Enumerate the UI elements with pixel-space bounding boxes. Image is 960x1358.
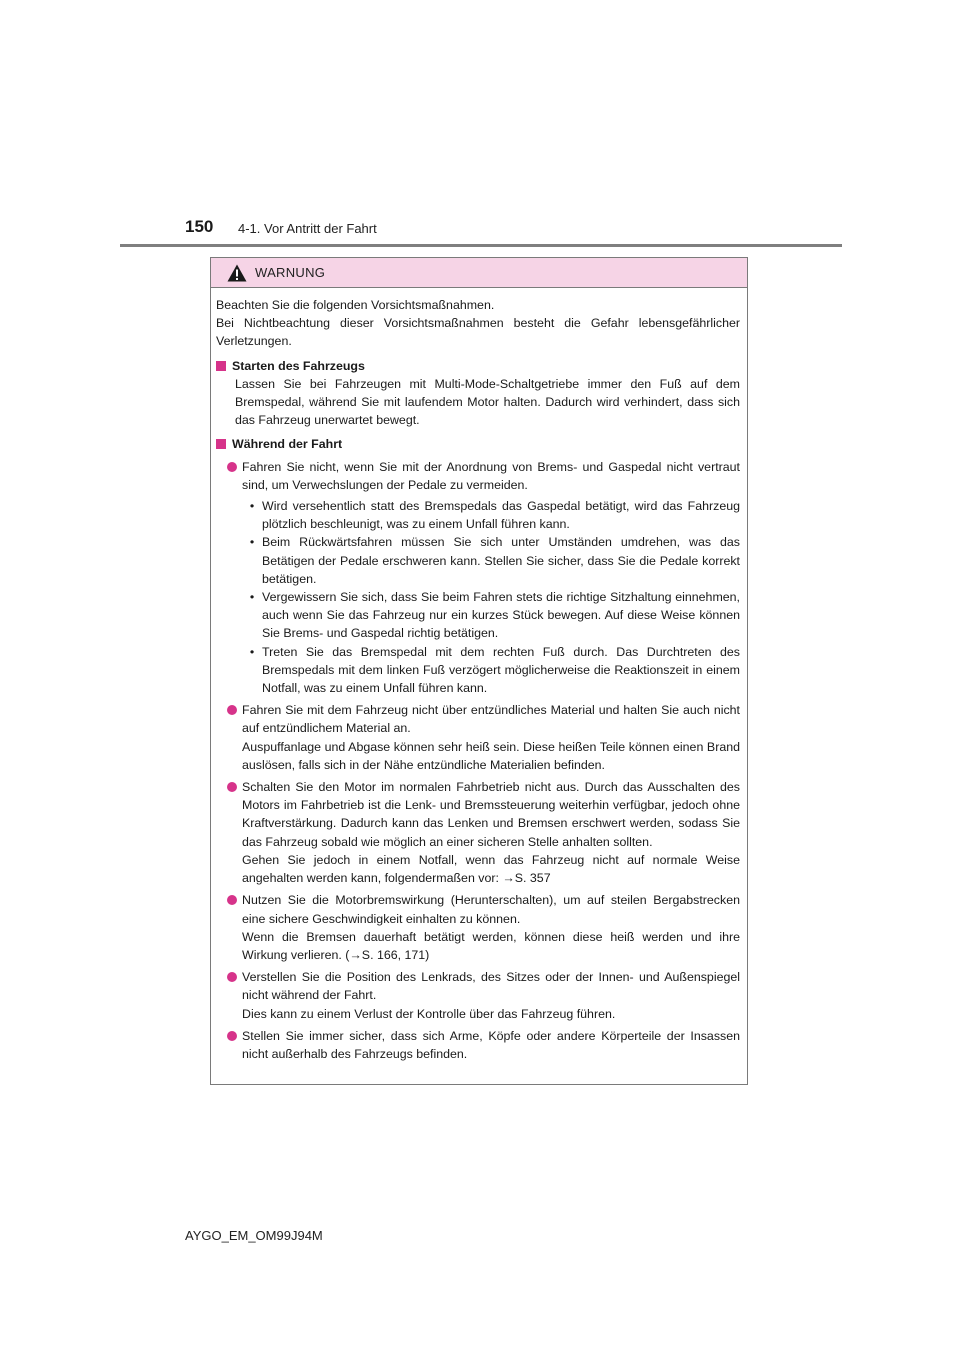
list-item xyxy=(216,1027,740,1063)
bullet-text: Fahren Sie mit dem Fahrzeug nicht über entzündliches Material und halten Sie auch nicht auf entzündlichem Material an. xyxy=(242,703,740,736)
intro-line: Bei Nichtbeachtung dieser Vorsichtsmaßnahmen besteht die Gefahr lebensgefährlicher Verletzungen. xyxy=(216,316,740,349)
sub-list-item: • Beim Rückwärtsfahren müssen Sie sich unter Umständen umdrehen, was das Betätigen der Pedale erschweren kann. Stellen Sie sicher, dass Sie die Pedale korrekt betätigen. xyxy=(249,535,740,586)
bullet-text: Stellen Sie immer sicher, dass sich Arme, Köpfe oder andere Körperteile der Insassen nicht außerhalb des Fahrzeugs befinden. xyxy=(242,1028,740,1061)
bullet-text: Verstellen Sie die Position des Lenkrads, des Sitzes oder der Innen- und Außenspiegel nicht während der Fahrt. xyxy=(242,970,740,1003)
section-heading: Starten des Fahrzeugs xyxy=(216,357,740,375)
intro-line: Beachten Sie die folgenden Vorsichtsmaßnahmen. xyxy=(216,298,495,312)
list-item xyxy=(216,778,740,887)
bullet-text: Gehen Sie jedoch in einem Notfall, wenn das Fahrzeug nicht auf normale Weise angehalten werden kann, folgendermaßen vor: →S. 357 xyxy=(242,852,740,886)
bullet-text: Schalten Sie den Motor im normalen Fahrbetrieb nicht aus. Durch das Ausschalten des Motors im Fahrbetrieb ist die Lenk- und Bremssteuerung weiterhin verfügbar, jedoch ohne Kraftverstärkung. Dadurch kann das Lenken und Bremsen erschwert werden, sodass Sie das Fahrzeug sobald wie möglich an einer sicheren Stelle anhalten sollten. xyxy=(242,780,740,849)
sub-list-item: • Wird versehentlich statt des Bremspedals das Gaspedal betätigt, wird das Fahrzeug plötzlich beschleunigt, was zu einem Unfall führen kann. xyxy=(249,499,740,532)
circle-bullet-icon xyxy=(227,895,237,905)
list-item xyxy=(216,458,740,698)
bullet-text: Auspuffanlage und Abgase können sehr heiß sein. Diese heißen Teile können einen Brand auslösen, falls sich in der Nähe entzündliche Materialien befinden. xyxy=(242,739,740,772)
circle-bullet-icon xyxy=(227,462,237,472)
circle-bullet-icon xyxy=(227,782,237,792)
warning-box xyxy=(210,257,748,1085)
section-heading: Während der Fahrt xyxy=(216,435,740,453)
warning-header xyxy=(211,258,747,288)
page-number: 150 xyxy=(185,217,214,236)
bullet-text: Fahren Sie nicht, wenn Sie mit der Anordnung von Brems- und Gaspedal nicht vertraut sind, um Verwechslungen der Pedale zu vermeiden. xyxy=(242,459,740,492)
square-bullet-icon xyxy=(216,439,226,449)
circle-bullet-icon xyxy=(227,972,237,982)
document-code: AYGO_EM_OM99J94M xyxy=(185,1228,323,1243)
sub-list-item: • Treten Sie das Bremspedal mit dem rechten Fuß durch. Das Durchtreten des Bremspedals mit dem linken Fuß verzögert möglicherweise die Reaktionszeit in einem Notfall, was zu einem Unfall führen kann. xyxy=(249,644,740,696)
sub-list-item: • Vergewissern Sie sich, dass Sie beim Fahren stets die richtige Sitzhaltung einnehmen, auch wenn Sie das Fahrzeug nur ein kurzes Stück bewegen. Auf diese Weise können Sie Brems- und Gaspedal richtig betätigen. xyxy=(249,590,740,641)
list-item xyxy=(216,968,740,1023)
bullet-text: Dies kann zu einem Verlust der Kontrolle über das Fahrzeug führen. xyxy=(242,1006,616,1021)
circle-bullet-icon xyxy=(227,1031,237,1041)
bullet-text: Wenn die Bremsen dauerhaft betätigt werden, können diese heiß werden und ihre Wirkung verlieren. (→S. 166, 171) xyxy=(242,929,740,962)
list-item xyxy=(216,891,740,964)
bullet-text: Nutzen Sie die Motorbremswirkung (Herunterschalten), um auf steilen Bergabstrecken eine sichere Geschwindigkeit einhalten zu können. xyxy=(242,893,740,926)
header-rule xyxy=(120,244,842,247)
list-item xyxy=(216,701,740,774)
square-bullet-icon xyxy=(216,361,226,371)
warning-title: WARNUNG xyxy=(255,265,326,280)
section-text: Lassen Sie bei Fahrzeugen mit Multi-Mode-Schaltgetriebe immer den Fuß auf dem Bremspedal, während Sie mit laufendem Motor halten. Dadurch wird verhindert, dass sich das Fahrzeug unerwartet bewegt. xyxy=(235,376,740,428)
warning-triangle-icon xyxy=(227,264,247,282)
warning-body xyxy=(211,288,747,1063)
circle-bullet-icon xyxy=(227,705,237,715)
sub-list xyxy=(242,497,740,697)
section-title: 4-1. Vor Antritt der Fahrt xyxy=(238,221,377,236)
